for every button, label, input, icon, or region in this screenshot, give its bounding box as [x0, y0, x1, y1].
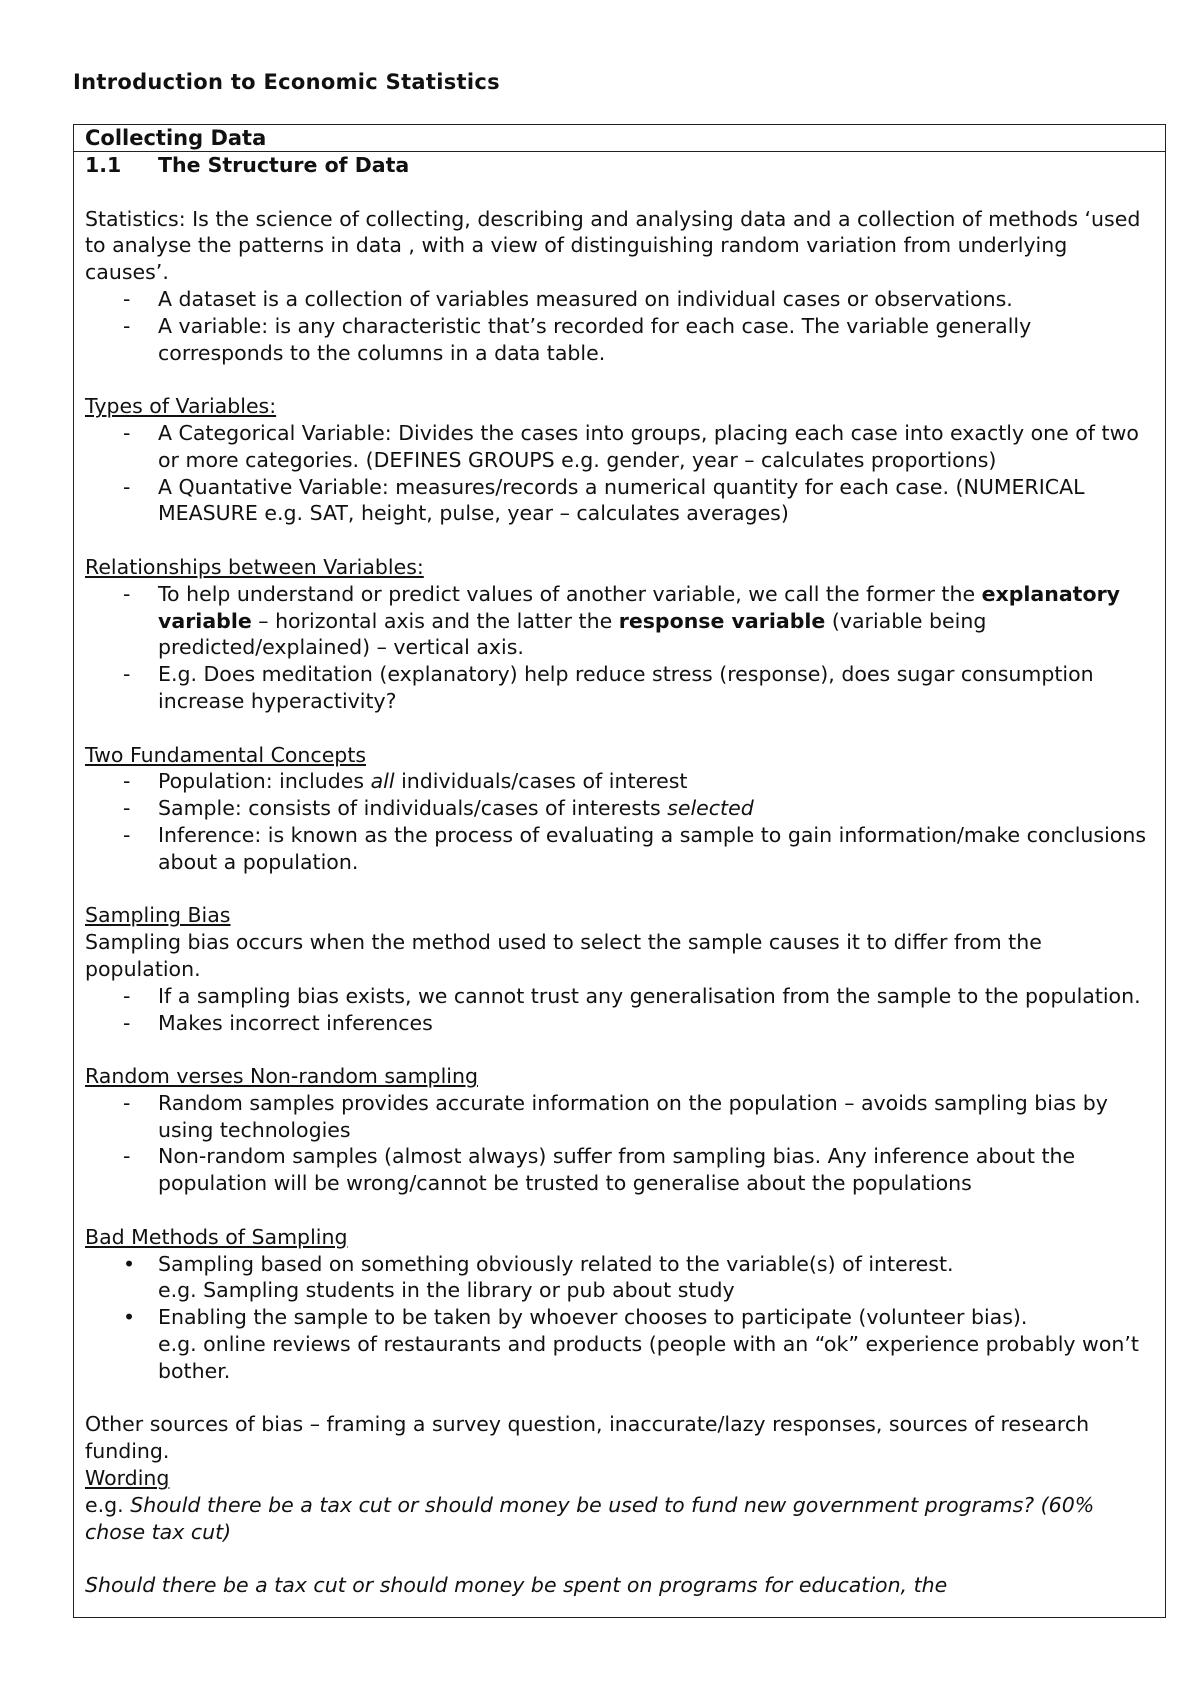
- bullet-icon: •: [123, 1305, 136, 1330]
- document-title: Introduction to Economic Statistics: [73, 70, 500, 94]
- list-item: - Non-random samples (almost always) suffer from sampling bias. Any inference about the population will be wrong/cannot be trusted to generalise about the populations: [123, 1144, 1076, 1196]
- list-item: • Sampling based on something obviously related to the variable(s) of interest. e.g. Sampling students in the library or pub about study: [123, 1251, 954, 1303]
- explanatory-variable-term: explanatory variable: [158, 581, 1121, 633]
- list-item: - Random samples provides accurate information on the population – avoids sampling bias by using technologies: [123, 1090, 1108, 1142]
- list-item: - Makes incorrect inferences: [123, 1010, 433, 1035]
- list-item: • Enabling the sample to be taken by whoever chooses to participate (volunteer bias). e.g. online reviews of restaurants and products (people with an “ok” experience probably won’t bother.: [123, 1305, 1139, 1383]
- types-list: [85, 420, 1154, 527]
- list-item: - Population: includes all individuals/cases of interest: [123, 769, 688, 794]
- random-sampling-list: [85, 1090, 1154, 1197]
- section-number: 1.1: [85, 153, 122, 177]
- intro-paragraph: Statistics: Is the science of collecting, describing and analysing data and a collection of methods ‘used to analyse the patterns in data , with a view of distinguishing random variation from underlying causes’.: [85, 206, 1141, 285]
- concepts-heading: Two Fundamental Concepts: [85, 742, 367, 767]
- notes-table: [73, 124, 1166, 1618]
- relationships-list: [85, 581, 1154, 715]
- list-item: - If a sampling bias exists, we cannot trust any generalisation from the sample to the population.: [123, 983, 1141, 1008]
- bullet-icon: •: [123, 1251, 136, 1276]
- sampling-bias-text: Sampling bias occurs when the method used to select the sample causes it to differ from the population.: [85, 930, 1042, 981]
- section-header: Collecting Data: [74, 125, 1165, 152]
- list-item: - A variable: is any characteristic that’s recorded for each case. The variable generally corresponds to the columns in a data table.: [123, 313, 1032, 365]
- wording-example-2: Should there be a tax cut or should money be spent on programs for education, the: [85, 1573, 948, 1598]
- bad-methods-heading: Bad Methods of Sampling: [85, 1224, 348, 1249]
- types-heading: Types of Variables:: [85, 394, 277, 419]
- list-item: - A Quantative Variable: measures/records a numerical quantity for each case. (NUMERICAL MEASURE e.g. SAT, height, pulse, year – calculates averages): [123, 474, 1085, 526]
- concepts-list: [85, 768, 1154, 875]
- sampling-bias-list: [85, 983, 1154, 1037]
- section-heading-text: The Structure of Data: [158, 153, 410, 177]
- sampling-bias-heading: Sampling Bias: [85, 903, 231, 928]
- list-item: - Sample: consists of individuals/cases of interests selected: [123, 796, 754, 821]
- response-variable-term: response variable: [618, 608, 826, 633]
- notes-content: [74, 152, 1165, 1599]
- list-item: - E.g. Does meditation (explanatory) help reduce stress (response), does sugar consumption increase hyperactivity?: [123, 662, 1094, 713]
- list-item: - A Categorical Variable: Divides the cases into groups, placing each case into exactly one of two or more categories. (DEFINES GROUPS e.g. gender, year – calculates proportions): [123, 420, 1139, 472]
- section-heading: [85, 152, 1154, 179]
- random-sampling-heading: Random verses Non-random sampling: [85, 1064, 478, 1089]
- list-item: - A dataset is a collection of variables measured on individual cases or observations.: [123, 286, 1013, 311]
- other-sources-text: Other sources of bias – framing a survey question, inaccurate/lazy responses, sources of research funding.: [85, 1412, 1090, 1464]
- list-item: - Inference: is known as the process of evaluating a sample to gain information/make conclusions about a population.: [123, 822, 1147, 874]
- wording-example-1: e.g. Should there be a tax cut or should money be used to fund new government programs? (60% chose tax cut): [85, 1492, 1095, 1544]
- intro-list: [85, 286, 1154, 366]
- relationships-heading: Relationships between Variables:: [85, 554, 424, 579]
- bad-methods-list: [85, 1251, 1154, 1385]
- list-item: - To help understand or predict values of another variable, we call the former the explanatory variable – horizontal axis and the latter the response variable (variable being predicted/explained) – vertical axis.: [123, 581, 1121, 660]
- wording-heading: Wording: [85, 1466, 170, 1491]
